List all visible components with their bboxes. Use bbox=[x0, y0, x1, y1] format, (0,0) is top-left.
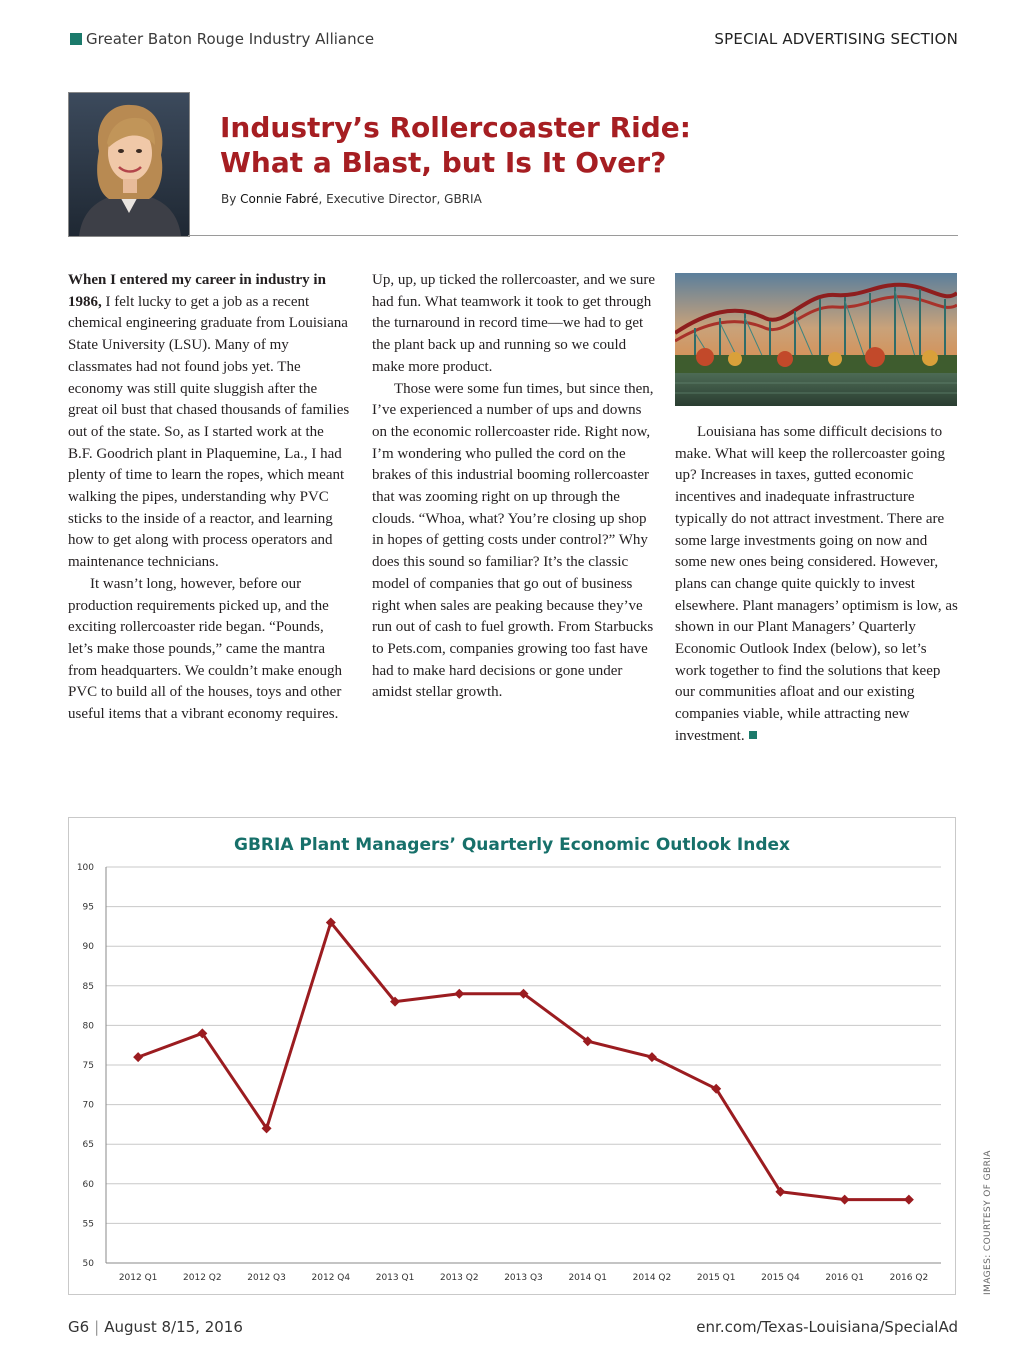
footer-separator: | bbox=[94, 1318, 100, 1336]
data-point-6 bbox=[454, 989, 464, 999]
author-photo-illustration bbox=[69, 93, 189, 236]
x-tick-label-4: 2012 Q4 bbox=[311, 1273, 351, 1283]
page-number: G6 bbox=[68, 1318, 90, 1336]
x-tick-label-10: 2015 Q1 bbox=[696, 1273, 736, 1283]
lead-in: When I entered my career in industry in 1986, bbox=[68, 272, 326, 310]
y-tick-label-65: 65 bbox=[82, 1140, 94, 1151]
page-header bbox=[70, 30, 958, 52]
y-tick-label-70: 70 bbox=[82, 1100, 94, 1111]
paragraph-5 bbox=[675, 422, 958, 748]
chart-title: GBRIA Plant Managers’ Quarterly Economic Outlook Index bbox=[234, 835, 790, 855]
x-tick-label-6: 2013 Q2 bbox=[439, 1273, 479, 1283]
article-title bbox=[220, 110, 920, 180]
rollercoaster-photo bbox=[675, 273, 957, 406]
article-title-line-2: What a Blast, but Is It Over? bbox=[220, 146, 667, 179]
y-tick-label-100: 100 bbox=[76, 863, 94, 873]
y-tick-label-60: 60 bbox=[82, 1179, 94, 1190]
byline bbox=[221, 192, 482, 206]
paragraph-1-text: I felt lucky to get a job as a recent chemical engineering graduate from Louisiana State University (LSU). Many of my classmates had not found jobs yet. The economy was still quite sluggish after the great oil bust that chased thousands of families out of the state. So, as I started work at the B.F. Goodrich plant in Plaquemine, La., I had plenty of time to learn the ropes, which meant walking the pipes, understanding why PVC sticks to the inside of a reactor, and learning how to get along with process operators and maintenance technicians. bbox=[68, 293, 350, 571]
outlook-index-chart bbox=[68, 817, 956, 1295]
paragraph-4: Those were some fun times, but since then, I’ve experienced a number of ups and downs on the economic rollercoaster ride. Right now, I’m wondering who pulled the cord on the brakes of this industrial booming rollercoaster that was zooming right on up through the clouds. “Whoa, what? You’re closing up shop in hopes of getting costs under control?” Why does this sound so familiar? It’s the classic model of companies that go out of business right when sales are peaking because they’ve run out of cash to fuel growth. From Starbucks to Pets.com, companies growing too fast have had to make hard decisions or gone under amidst stellar growth. bbox=[372, 380, 654, 701]
x-tick-label-5: 2013 Q1 bbox=[375, 1273, 415, 1283]
x-tick-label-3: 2012 Q3 bbox=[247, 1273, 286, 1283]
org-square-icon bbox=[70, 33, 82, 45]
rollercoaster-illustration bbox=[675, 273, 957, 406]
paragraph-2: It wasn’t long, however, before our production requirements picked up, and the exciting rollercoaster ride began. “Pounds, let’s make those pounds,” came the mantra from headquarters. We couldn’t make enough PVC to build all of the houses, toys and other useful items that a vibrant economy requires. bbox=[68, 575, 342, 723]
org-name-text: Greater Baton Rouge Industry Alliance bbox=[86, 30, 375, 48]
y-tick-label-50: 50 bbox=[82, 1259, 94, 1269]
x-tick-label-11: 2015 Q4 bbox=[761, 1273, 800, 1283]
series-line bbox=[138, 922, 909, 1199]
footer-left bbox=[68, 1318, 243, 1336]
data-point-12 bbox=[840, 1195, 850, 1205]
article-column-3 bbox=[675, 422, 958, 748]
x-tick-label-7: 2013 Q3 bbox=[504, 1273, 543, 1283]
org-name bbox=[70, 30, 374, 48]
article-column-2 bbox=[372, 270, 660, 704]
byline-prefix: By bbox=[221, 192, 241, 206]
section-label: SPECIAL ADVERTISING SECTION bbox=[714, 30, 958, 48]
page-footer bbox=[68, 1318, 958, 1338]
footer-url: enr.com/Texas-Louisiana/SpecialAd bbox=[696, 1318, 958, 1336]
author-photo bbox=[68, 92, 190, 237]
y-tick-label-85: 85 bbox=[82, 981, 94, 992]
chart-canvas bbox=[69, 818, 955, 1294]
article-column-1 bbox=[68, 270, 350, 726]
issue-date: August 8/15, 2016 bbox=[104, 1318, 243, 1336]
x-tick-label-2: 2012 Q2 bbox=[183, 1273, 222, 1283]
y-tick-label-55: 55 bbox=[82, 1219, 94, 1230]
data-point-13 bbox=[904, 1195, 914, 1205]
y-tick-label-95: 95 bbox=[82, 902, 94, 913]
paragraph-3: Up, up, up ticked the rollercoaster, and we sure had fun. What teamwork it took to get through the turnaround in record time—we had to get the plant back up and running so we could make more product. bbox=[372, 272, 656, 375]
paragraph-5-text: Louisiana has some difficult decisions to make. What will keep the rollercoaster going up? Increases in taxes, gutted economic incentives and inadequate infrastructure typically do not attract investment. There are some large investments going on now and some new ones being considered. However, plans can change quite quickly to invest elsewhere. Plant managers’ optimism is low, as shown in our Plant Managers’ Quarterly Economic Outlook Index (below), so let’s work together to find the solutions that keep our communities afloat and our existing companies viable, while attracting new investment. bbox=[675, 424, 958, 744]
x-tick-label-1: 2012 Q1 bbox=[118, 1273, 158, 1283]
x-tick-label-12: 2016 Q1 bbox=[825, 1273, 864, 1283]
paragraph-1 bbox=[68, 270, 350, 574]
x-tick-label-9: 2014 Q2 bbox=[632, 1273, 672, 1283]
data-point-1 bbox=[133, 1052, 143, 1062]
header-divider bbox=[188, 235, 958, 236]
y-tick-label-90: 90 bbox=[82, 942, 94, 953]
article-title-line-1: Industry’s Rollercoaster Ride: bbox=[220, 111, 691, 144]
byline-role: , Executive Director, GBRIA bbox=[318, 192, 482, 206]
y-tick-label-80: 80 bbox=[82, 1021, 94, 1032]
data-point-9 bbox=[647, 1052, 657, 1062]
y-tick-label-75: 75 bbox=[82, 1061, 94, 1071]
image-credit: IMAGES: COURTESY OF GBRIA bbox=[983, 1150, 993, 1295]
x-tick-label-8: 2014 Q1 bbox=[568, 1273, 608, 1283]
end-mark-icon bbox=[749, 731, 757, 739]
x-tick-label-13: 2016 Q2 bbox=[889, 1273, 929, 1283]
byline-name: Connie Fabré bbox=[240, 192, 319, 206]
